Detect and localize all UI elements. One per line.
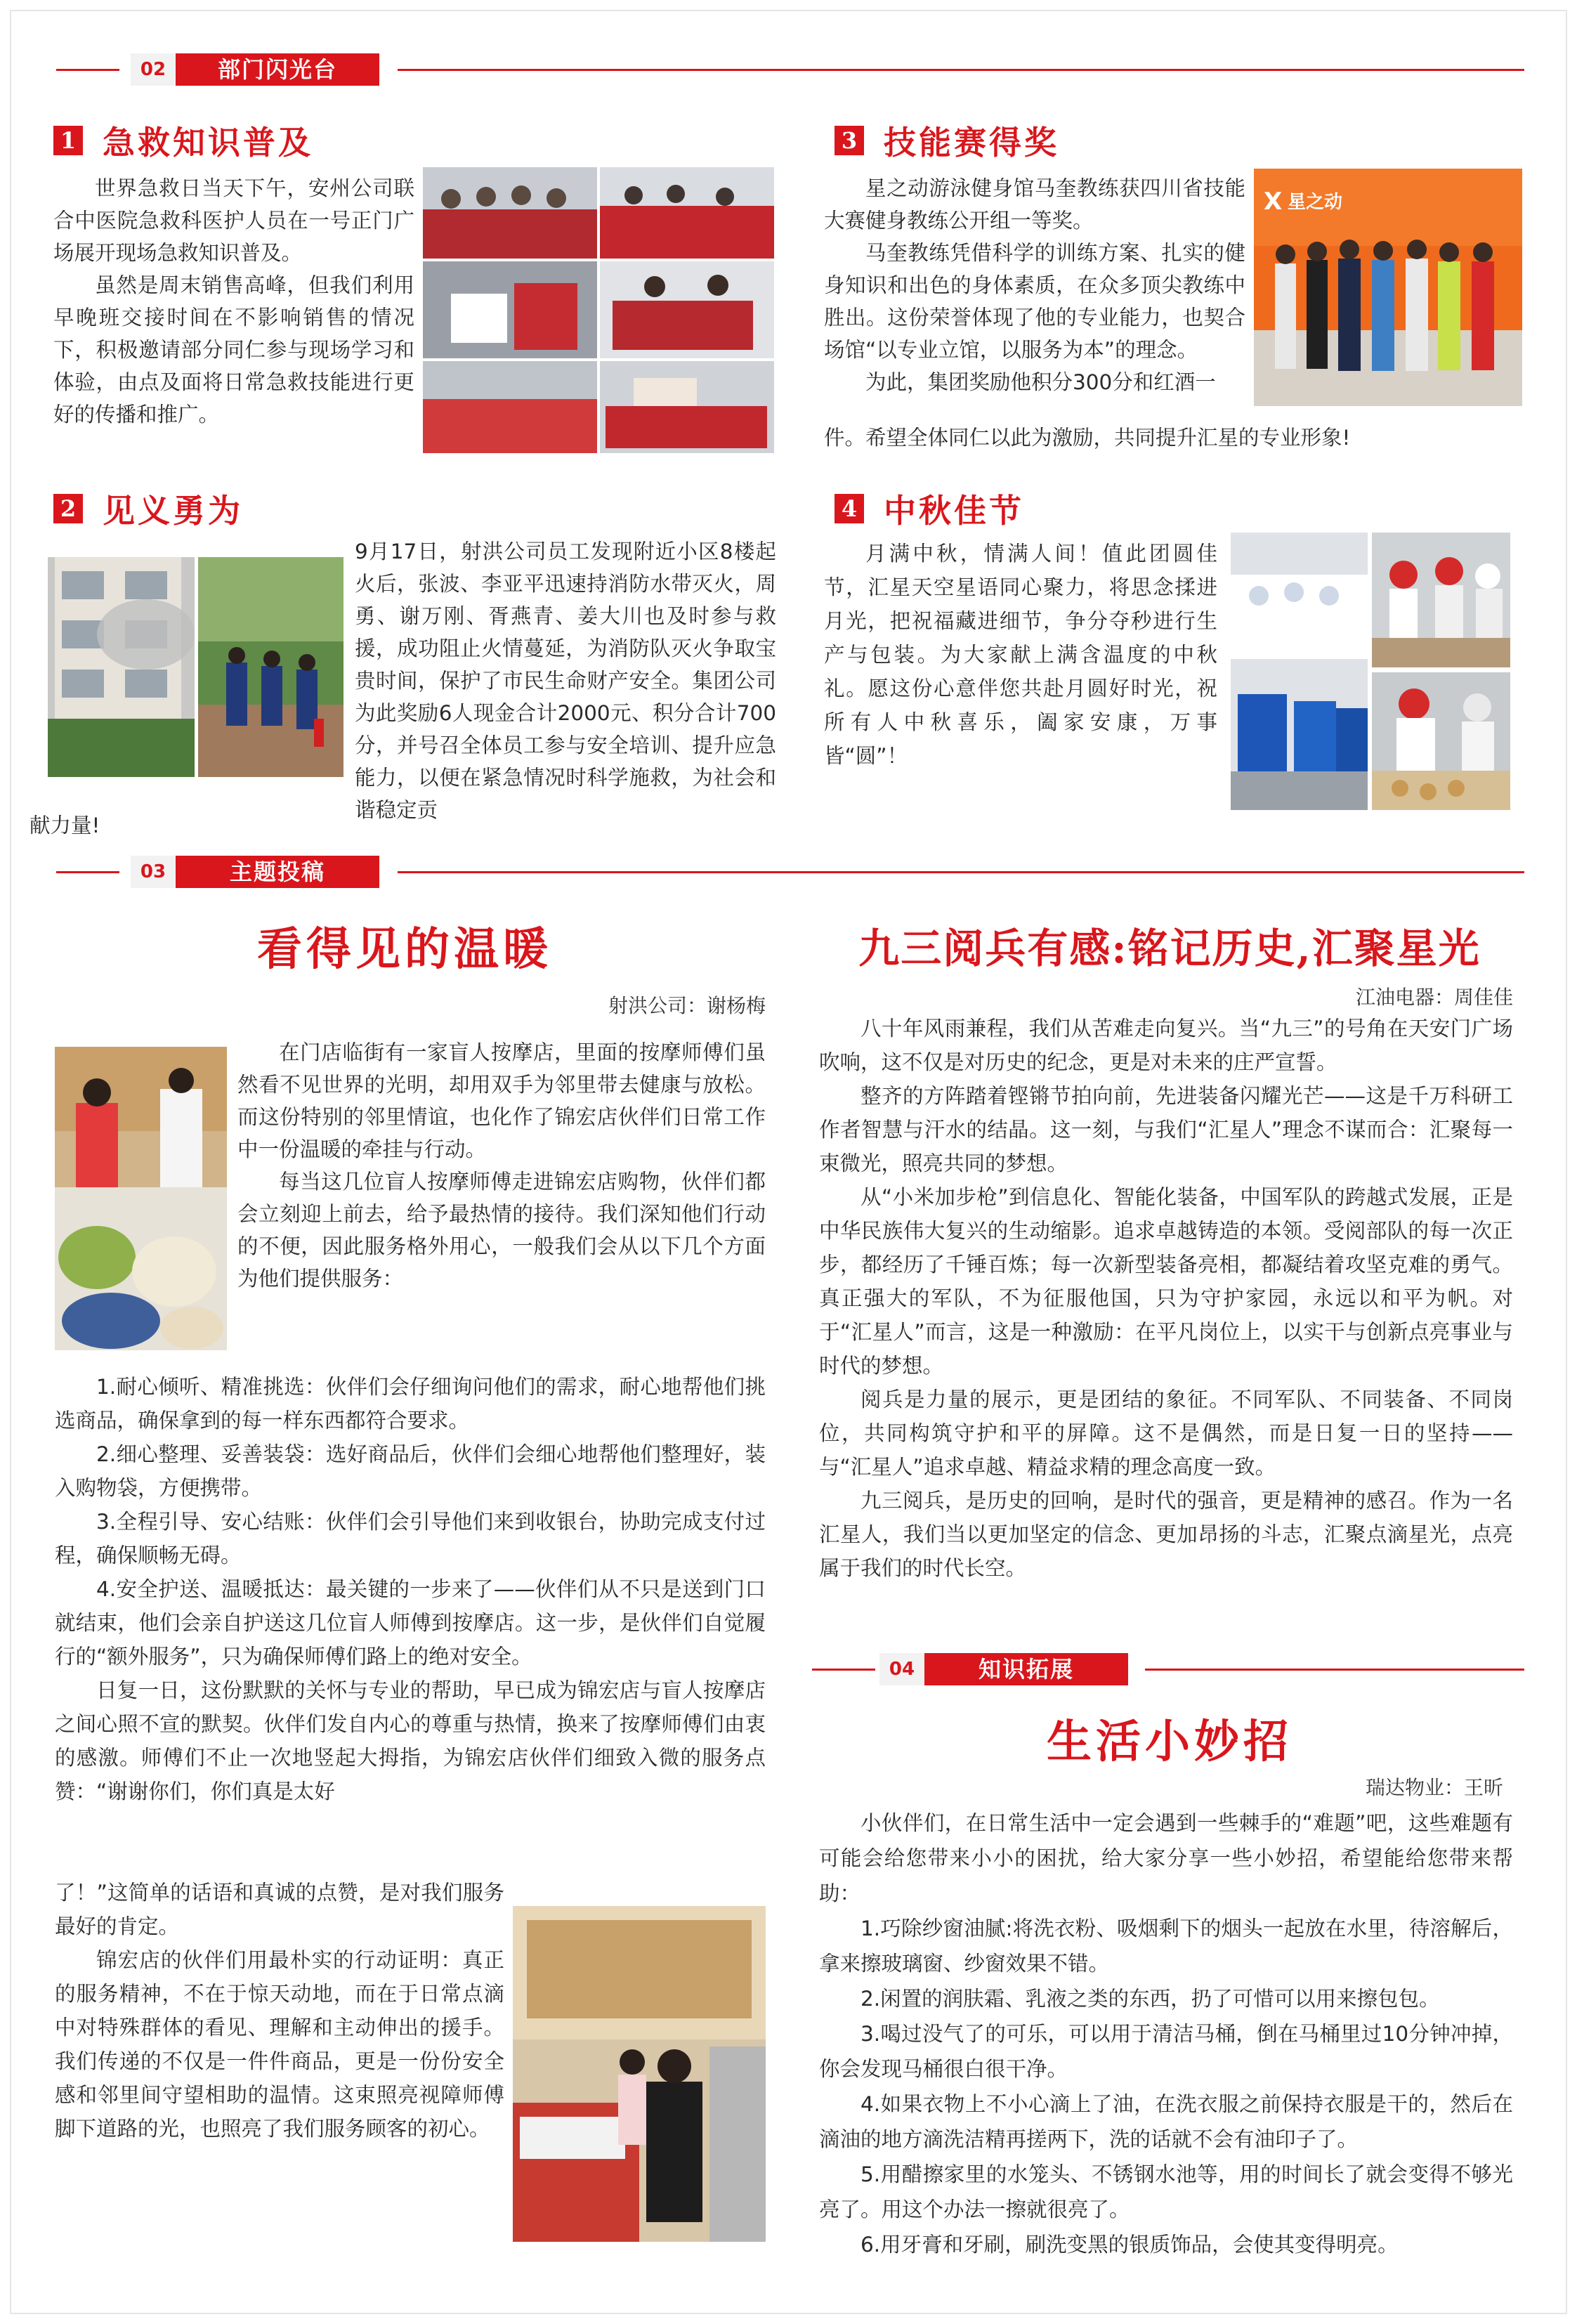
list-item: 3.全程引导、安心结账：伙伴们会引导他们来到收银台，协助完成支付过程，确保顺畅无碍。 xyxy=(55,1510,766,1567)
article-number: 1 xyxy=(53,126,83,155)
article-body-mid-autumn xyxy=(824,537,1217,773)
article-heading-mid-autumn xyxy=(835,488,1024,530)
paragraph: 锦宏店的伙伴们用最朴实的行动证明：真正的服务精神，不在于惊天动地，而在于日常点滴中对特殊群体的看见、理解和主动伸出的援手。我们传递的不仅是一件件商品，更是一份份安全感和邻里间守望相助的温情。这束照亮视障师傅脚下道路的光，也照亮了我们服务顾客的初心。 xyxy=(55,1948,504,2141)
paragraph: 虽然是周末销售高峰，但我们利用早晚班交接时间在不影响销售的情况下，积极邀请部分同仁参与现场学习和体验，由点及面将日常急救技能进行更好的传播和推广。 xyxy=(53,273,414,426)
article-title-parade: 九三阅兵有感:铭记历史,汇聚星光 xyxy=(858,925,1481,972)
paragraph: 小伙伴们，在日常生活中一定会遇到一些棘手的“难题”吧，这些难题有可能会给您带来小小的困扰，给大家分享一些小妙招，希望能给您带来帮助： xyxy=(819,1811,1513,1905)
article-body-warmth-1 xyxy=(237,1036,766,1295)
paragraph: 星之动游泳健身馆马奎教练获四川省技能大赛健身教练公开组一等奖。 xyxy=(824,176,1245,233)
paragraph: 献力量! xyxy=(30,814,100,837)
photo-mid-autumn-production xyxy=(1231,533,1368,810)
byline-tips: 瑞达物业：王昕 xyxy=(1365,1776,1503,1799)
section-label: 部门闪光台 xyxy=(176,53,379,86)
byline-parade: 江油电器：周佳佳 xyxy=(1355,986,1513,1009)
article-body-bravery xyxy=(355,535,776,826)
article-body-first-aid xyxy=(53,172,414,431)
article-title-warmth: 看得见的温暖 xyxy=(257,923,552,976)
article-body-parade xyxy=(819,1012,1513,1585)
list-item: 2.细心整理、妥善装袋：选好商品后，伙伴们会细心地帮他们整理好，装入购物袋，方便携带。 xyxy=(55,1442,766,1500)
list-item: 1.耐心倾听、精准挑选：伙伴们会仔细询问他们的需求，耐心地帮他们挑选商品，确保拿到的每一样东西都符合要求。 xyxy=(55,1375,766,1432)
paragraph: 了！”这简单的话语和真诚的点赞，是对我们服务最好的肯定。 xyxy=(55,1881,504,1938)
paragraph: 为此，集团奖励他积分300分和红酒一 xyxy=(865,370,1216,394)
svg-text:X: X xyxy=(1264,188,1283,216)
byline-warmth: 射洪公司：谢杨梅 xyxy=(608,994,766,1017)
list-item: 1.巧除纱窗油腻:将洗衣粉、吸烟剩下的烟头一起放在水里，待溶解后，拿来擦玻璃窗、纱窗效果不错。 xyxy=(819,1917,1513,1976)
section-number: 02 xyxy=(131,53,176,86)
photo-first-aid-collage xyxy=(423,167,774,453)
article-title: 急救知识普及 xyxy=(103,124,313,162)
list-item: 3.喝过没气了的可乐，可以用于清洁马桶，倒在马桶里过10分钟冲掉，你会发现马桶很白很干净。 xyxy=(819,2022,1513,2081)
article-body-tips xyxy=(819,1806,1513,2262)
article-tail-bravery xyxy=(30,809,240,842)
article-title: 中秋佳节 xyxy=(884,492,1024,530)
section-bar-03 xyxy=(0,856,1577,888)
section-number: 04 xyxy=(879,1653,924,1685)
paragraph: 阅兵是力量的展示，更是团结的象征。不同军队、不同装备、不同岗位，共同构筑守护和平的屏障。这不是偶然，而是日复一日的坚持——与“汇星人”追求卓越、精益求精的理念高度一致。 xyxy=(819,1388,1513,1479)
photo-mid-autumn-workers xyxy=(1372,533,1510,667)
article-heading-skill-award xyxy=(835,119,1059,162)
paragraph: 每当这几位盲人按摩师傅走进锦宏店购物，伙伴们都会立刻迎上前去，给予最热情的接待。我们深知他们行动的不便，因此服务格外用心，一般我们会从以下几个方面为他们提供服务： xyxy=(237,1170,766,1291)
list-item: 2.闲置的润肤霜、乳液之类的东西，扔了可惜可以用来擦包包。 xyxy=(861,1987,1440,2011)
list-item: 4.安全护送、温暖抵达：最关键的一步来了——伙伴们从不只是送到门口就结束，他们会亲自护送这几位盲人师傅到按摩店。这一步，是伙伴们自觉履行的“额外服务”，只为确保师傅们路上的绝对安全。 xyxy=(55,1577,766,1669)
article-number: 2 xyxy=(53,494,83,523)
section-label: 主题投稿 xyxy=(176,856,379,888)
paragraph: 马奎教练凭借科学的训练方案、扎实的健身知识和出色的身体素质，在众多顶尖教练中胜出。这份荣誉体现了他的专业能力，也契合场馆“以专业立馆，以服务为本”的理念。 xyxy=(824,241,1245,362)
article-number: 4 xyxy=(835,494,864,523)
paragraph: 世界急救日当天下午，安州公司联合中医院急救科医护人员在一号正门广场展开现场急救知识普及。 xyxy=(53,176,414,265)
article-title-tips: 生活小妙招 xyxy=(1047,1716,1293,1768)
article-number: 3 xyxy=(835,126,864,155)
paragraph: 月满中秋，情满人间！值此团圆佳节，汇星天空星语同心聚力，将思念揉进月光，把祝福藏进细节，争分夺秒进行生产与包装。为大家献上满含温度的中秋礼。愿这份心意伴您共赴月圆好时光，祝所有人中秋喜乐，阖家安康，万事皆“圆”！ xyxy=(824,542,1217,768)
list-item: 6.用牙膏和牙刷，刷洗变黑的银质饰品，会使其变得明亮。 xyxy=(861,2233,1399,2257)
article-body-warmth-3 xyxy=(55,1876,504,2146)
article-tail-skill-award xyxy=(824,422,1533,454)
article-title: 技能赛得奖 xyxy=(884,124,1059,162)
photo-store-checkout xyxy=(513,1906,766,2242)
photo-fire-rescue-team xyxy=(198,557,343,777)
article-title: 见义勇为 xyxy=(103,492,243,530)
paragraph: 从“小米加步枪”到信息化、智能化装备，中国军队的跨越式发展，正是中华民族伟大复兴的生动缩影。追求卓越铸造的本领。受阅部队的每一次正步，都经历了千锤百炼；每一次新型装备亮相，都凝结着攻坚克难的勇气。真正强大的军队，不为征服他国，只为守护家园，永远以和平为帆。对于“汇星人”而言，这是一种激励：在平凡岗位上，以实干与创新点亮事业与时代的梦想。 xyxy=(819,1185,1513,1378)
photo-fire-building xyxy=(48,557,195,777)
section-bar-04 xyxy=(0,1653,1577,1685)
article-heading-first-aid xyxy=(53,119,313,162)
paragraph: 在门店临街有一家盲人按摩店，里面的按摩师傅们虽然看不见世界的光明，却用双手为邻里带去健康与放松。而这份特别的邻里情谊，也化作了锦宏店伙伴们日常工作中一份温暖的牵挂与行动。 xyxy=(237,1040,766,1161)
gym-logo-text: 星之动 xyxy=(1288,192,1343,213)
article-body-skill-award xyxy=(824,172,1245,398)
article-body-warmth-2 xyxy=(55,1370,766,1808)
paragraph: 八十年风雨兼程，我们从苦难走向复兴。当“九三”的号角在天安门广场吹响，这不仅是对历史的纪念，更是对未来的庄严宣誓。 xyxy=(819,1017,1513,1074)
list-item: 5.用醋擦家里的水笼头、不锈钢水池等，用的时间长了就会变得不够光亮了。用这个办法一擦就很亮了。 xyxy=(819,2162,1513,2221)
paragraph: 件。希望全体同仁以此为激励，共同提升汇星的专业形象! xyxy=(824,426,1351,450)
photo-store-produce xyxy=(55,1047,227,1350)
paragraph: 9月17日，射洪公司员工发现附近小区8楼起火后，张波、李亚平迅速持消防水带灭火，周勇、谢万刚、胥燕青、姜大川也及时参与救援，成功阻止火情蔓延，为消防队灭火争取宝贵时间，保护了市民生命财产安全。集团公司为此奖励6人现金合计2000元、积分合计700分，并号召全体员工参与安全培训、提升应急能力，以便在紧急情况时科学施救，为社会和谐稳定贡 xyxy=(355,540,776,822)
section-bar-02 xyxy=(0,53,1577,86)
section-number: 03 xyxy=(131,856,176,888)
paragraph: 整齐的方阵踏着铿锵节拍向前，先进装备闪耀光芒——这是千万科研工作者智慧与汗水的结晶。这一刻，与我们“汇星人”理念不谋而合：汇聚每一束微光，照亮共同的梦想。 xyxy=(819,1084,1513,1175)
photo-award-group xyxy=(1254,169,1522,406)
list-item: 4.如果衣物上不小心滴上了油，在洗衣服之前保持衣服是干的，然后在滴油的地方滴洗洁精再搓两下，洗的话就不会有油印子了。 xyxy=(819,2092,1513,2151)
paragraph: 日复一日，这份默默的关怀与专业的帮助，早已成为锦宏店与盲人按摩店之间心照不宣的默契。伙伴们发自内心的尊重与热情，换来了按摩师傅们由衷的感激。师傅们不止一次地竖起大拇指，为锦宏店伙伴们细致入微的服务点赞：“谢谢你们，你们真是太好 xyxy=(55,1678,766,1803)
section-label: 知识拓展 xyxy=(924,1653,1128,1685)
photo-mid-autumn-mooncakes xyxy=(1372,672,1510,810)
paragraph: 九三阅兵，是历史的回响，是时代的强音，更是精神的感召。作为一名汇星人，我们当以更加坚定的信念、更加昂扬的斗志，汇聚点滴星光，点亮属于我们的时代长空。 xyxy=(819,1489,1513,1580)
article-heading-bravery xyxy=(53,488,243,530)
